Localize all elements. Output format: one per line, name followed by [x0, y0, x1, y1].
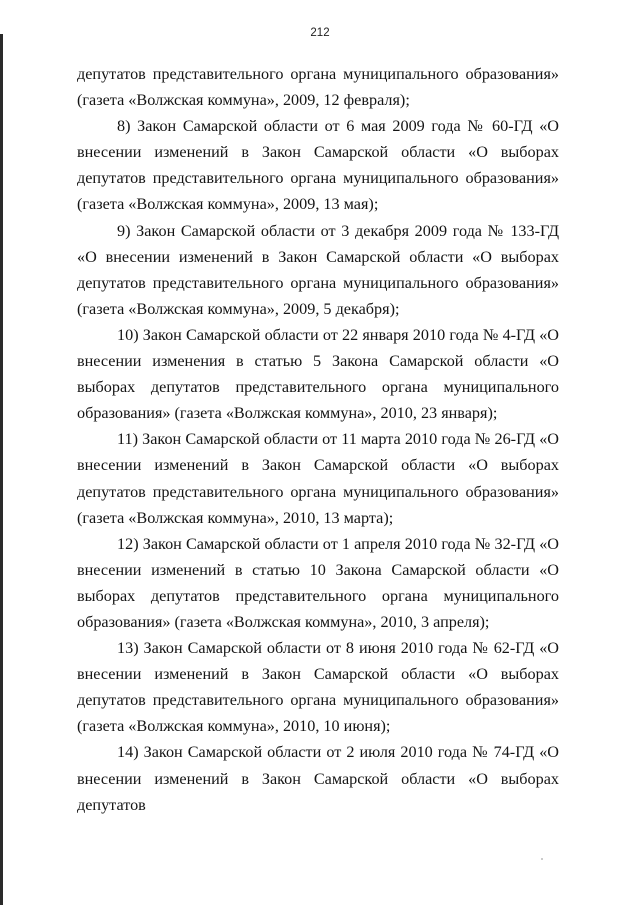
- list-item-law-14: 14) Закон Самарской области от 2 июля 2010 года № 74-ГД «О внесении изменений в Закон Самарской области «О выборах депутатов: [77, 743, 559, 814]
- list-item-law-12: 12) Закон Самарской области от 1 апреля 2010 года № 32-ГД «О внесении изменений в статью 10 Закона Самарской области «О выборах депутатов представительного органа муниципального образования» (газета «Волжская коммуна», 2010, 3 апреля);: [77, 534, 559, 631]
- page-number: 212: [310, 27, 330, 39]
- document-body: [77, 61, 559, 818]
- scan-edge-bar: [0, 34, 3, 905]
- scan-speck: [541, 858, 543, 860]
- paragraph-continuation: депутатов представительного органа муниципального образования» (газета «Волжская коммуна», 2009, 12 февраля);: [77, 65, 559, 110]
- list-item-law-11: 11) Закон Самарской области от 11 марта 2010 года № 26-ГД «О внесении изменений в Закон Самарской области «О выборах депутатов представительного органа муниципального образования» (газета «Волжская коммуна», 2010, 13 марта);: [77, 430, 559, 527]
- list-item-law-10: 10) Закон Самарской области от 22 января 2010 года № 4-ГД «О внесении изменения в статью 5 Закона Самарской области «О выборах депутатов представительного органа муниципального образования» (газета «Волжская коммуна», 2010, 23 января);: [77, 325, 559, 423]
- list-item-law-8: 8) Закон Самарской области от 6 мая 2009 года № 60-ГД «О внесении изменений в Закон Самарской области «О выборах депутатов представительного органа муниципального образования» (газета «Волжская коммуна», 2009, 13 мая);: [77, 117, 559, 214]
- list-item-law-13: 13) Закон Самарской области от 8 июня 2010 года № 62-ГД «О внесении изменений в Закон Самарской области «О выборах депутатов представительного органа муниципального образования» (газета «Волжская коммуна», 2010, 10 июня);: [77, 639, 559, 736]
- list-item-law-9: 9) Закон Самарской области от 3 декабря 2009 года № 133-ГД «О внесении изменений в Закон Самарской области «О выборах депутатов представительного органа муниципального образования» (газета «Волжская коммуна», 2009, 5 декабря);: [77, 221, 559, 318]
